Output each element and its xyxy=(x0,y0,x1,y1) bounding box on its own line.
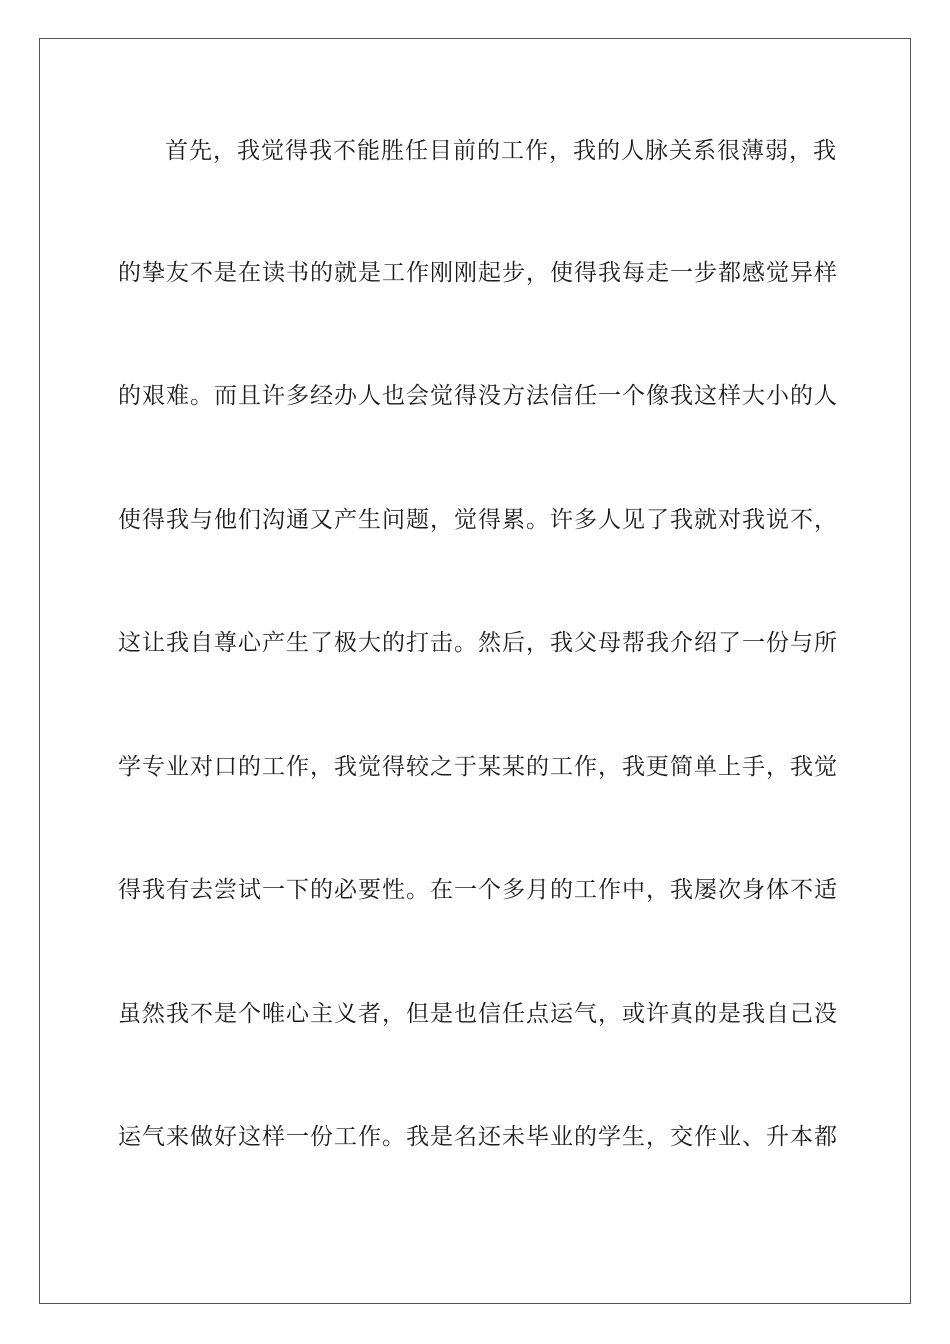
paragraph-line-5: 这让我自尊心产生了极大的打击。然后，我父母帮我介绍了一份与所 xyxy=(118,630,838,656)
paragraph-line-1: 首先，我觉得我不能胜任目前的工作，我的人脉关系很薄弱，我 xyxy=(165,138,837,164)
paragraph-line-8: 虽然我不是个唯心主义者，但是也信任点运气，或许真的是我自己没 xyxy=(118,1001,838,1027)
paragraph-line-9: 运气来做好这样一份工作。我是名还未毕业的学生，交作业、升本都 xyxy=(118,1124,838,1150)
paragraph-line-6: 学专业对口的工作，我觉得较之于某某的工作，我更简单上手，我觉 xyxy=(118,754,838,780)
page-border xyxy=(39,38,911,1304)
paragraph-line-3: 的艰难。而且许多经办人也会觉得没方法信任一个像我这样大小的人 xyxy=(118,383,838,409)
paragraph-line-4: 使得我与他们沟通又产生问题，觉得累。许多人见了我就对我说不， xyxy=(118,507,838,533)
paragraph-line-2: 的挚友不是在读书的就是工作刚刚起步，使得我每走一步都感觉异样 xyxy=(118,260,838,286)
paragraph-line-7: 得我有去尝试一下的必要性。在一个多月的工作中，我屡次身体不适 xyxy=(118,877,838,903)
